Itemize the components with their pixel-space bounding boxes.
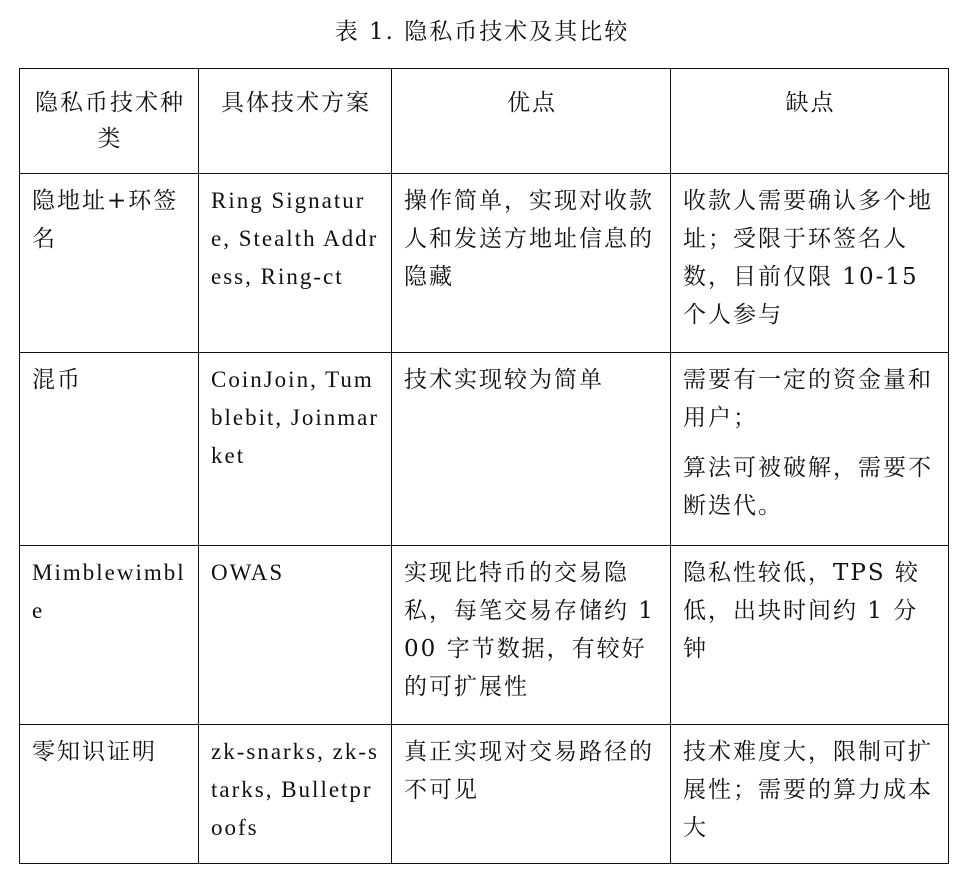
cell-scheme: Ring Signature, Stealth Address, Ring-ct <box>199 174 392 353</box>
cell-cons <box>671 546 949 725</box>
cell-pros: 实现比特币的交易隐私，每笔交易存储约 100 字节数据，有较好的可扩展性 <box>392 546 671 725</box>
cell-pros: 真正实现对交易路径的不可见 <box>392 725 671 864</box>
header-scheme: 具体技术方案 <box>199 69 392 174</box>
comparison-table <box>19 68 949 864</box>
cell-scheme: OWAS <box>199 546 392 725</box>
table-row <box>20 546 949 725</box>
cell-cons <box>671 174 949 353</box>
table-header-row <box>20 69 949 174</box>
cell-category: Mimblewimble <box>20 546 199 725</box>
header-pros: 优点 <box>392 69 671 174</box>
cell-cons <box>671 725 949 864</box>
cons-paragraph: 隐私性较低，TPS 较低，出块时间约 1 分钟 <box>683 560 920 662</box>
cons-paragraph: 算法可被破解，需要不断迭代。 <box>683 455 933 519</box>
header-cons: 缺点 <box>671 69 949 174</box>
cell-pros: 操作简单，实现对收款人和发送方地址信息的隐藏 <box>392 174 671 353</box>
cell-pros: 技术实现较为简单 <box>392 353 671 546</box>
cell-cons <box>671 353 949 546</box>
table-row <box>20 725 949 864</box>
cell-category: 零知识证明 <box>20 725 199 864</box>
table-row <box>20 353 949 546</box>
cons-paragraph: 收款人需要确认多个地址；受限于环签名人数，目前仅限 10-15 个人参与 <box>683 188 933 328</box>
cell-category: 隐地址+环签名 <box>20 174 199 353</box>
cell-scheme: zk-snarks, zk-starks, Bulletproofs <box>199 725 392 864</box>
header-category: 隐私币技术种类 <box>20 69 199 174</box>
cons-paragraph: 技术难度大，限制可扩展性；需要的算力成本大 <box>683 739 933 841</box>
cell-scheme: CoinJoin, Tumblebit, Joinmarket <box>199 353 392 546</box>
table-caption: 表 1. 隐私币技术及其比较 <box>334 19 630 45</box>
cons-paragraph: 需要有一定的资金量和用户； <box>683 367 933 431</box>
cell-category: 混币 <box>20 353 199 546</box>
table-row <box>20 174 949 353</box>
